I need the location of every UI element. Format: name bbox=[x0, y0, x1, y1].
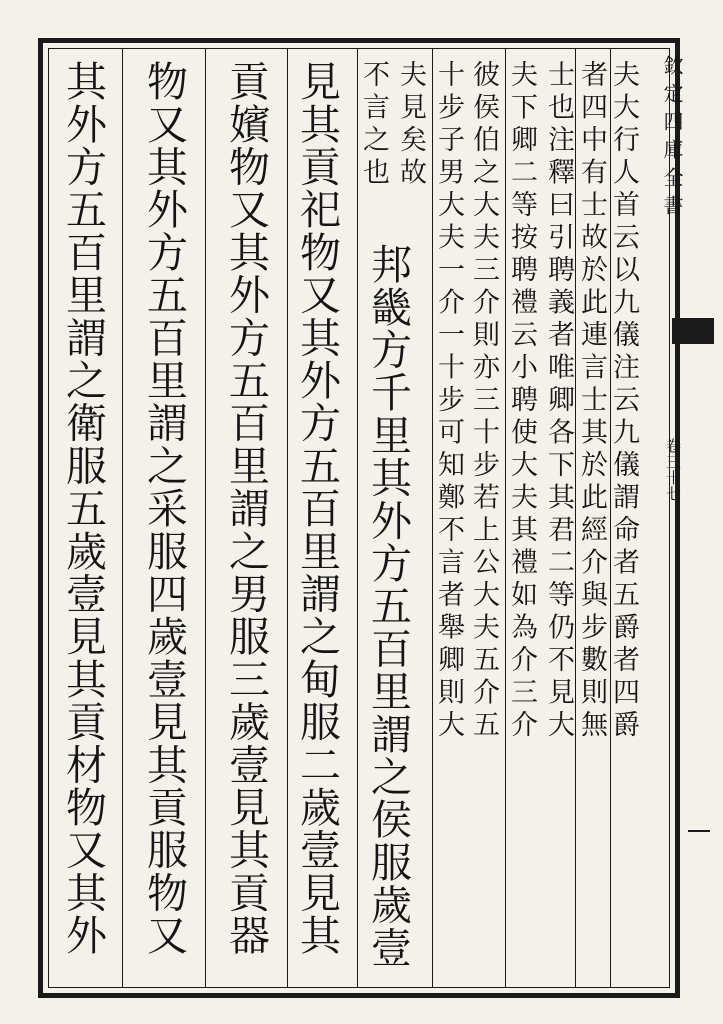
commentary-column: 夫大行人首云以九儀注云九儀謂命者五爵者四爵 bbox=[608, 60, 639, 743]
fishtail-mark bbox=[672, 318, 714, 344]
commentary-column: 彼侯伯之大夫三介則亦三十步若上公大夫五介五 bbox=[468, 60, 499, 743]
margin-tick bbox=[688, 830, 710, 832]
commentary-column: 夫下卿二等按聘禮云小聘使大夫其禮如為介三介 bbox=[506, 60, 537, 743]
main-text-column: 物又其外方五百里謂之采服四歲壹見其貢服物又 bbox=[140, 60, 188, 957]
main-text-column: 其外方五百里謂之衛服五歲壹見其貢材物又其外 bbox=[59, 60, 107, 957]
commentary-column: 十步子男大夫一介一十步可知鄭不言者舉卿則大 bbox=[433, 60, 464, 743]
commentary-column: 士也注釋曰引聘義者唯卿各下其君二等仍不見大 bbox=[543, 60, 574, 743]
commentary-column: 者四中有士故於此連言士其於此經介與步數則無 bbox=[576, 60, 607, 743]
column-rule bbox=[205, 48, 206, 988]
juan-number: 卷三十七 bbox=[664, 438, 682, 502]
main-text-column: 貢嬪物又其外方五百里謂之男服三歲壹見其貢器 bbox=[222, 60, 270, 957]
main-text-column: 見其貢祀物又其外方五百里謂之甸服二歲壹見其 bbox=[293, 60, 341, 957]
commentary-column: 夫見矣故 bbox=[395, 60, 426, 190]
main-text-column: 邦畿方千里其外方五百里謂之侯服歲壹 bbox=[364, 243, 412, 969]
column-rule bbox=[122, 48, 123, 988]
column-rule bbox=[287, 48, 288, 988]
book-title: 欽定四庫全書 bbox=[660, 55, 684, 223]
commentary-column: 不言之也 bbox=[358, 60, 389, 190]
